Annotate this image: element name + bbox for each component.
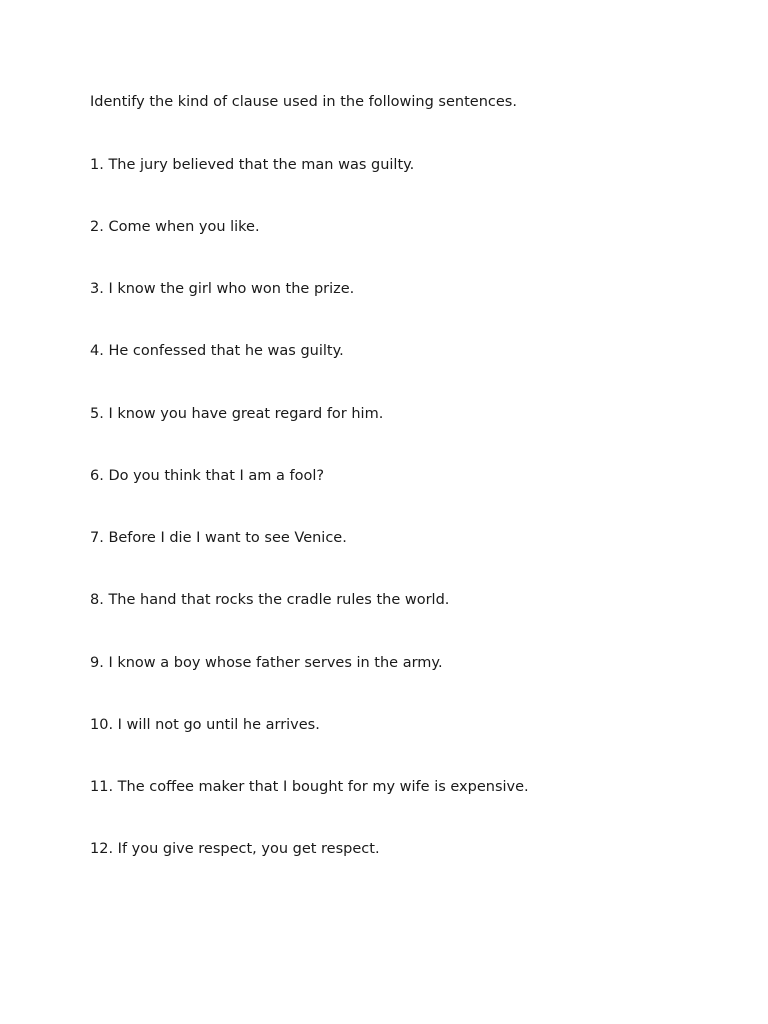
sentence-11: 11. The coffee maker that I bought for my wife is expensive. xyxy=(90,779,529,795)
sentence-5: 5. I know you have great regard for him. xyxy=(90,406,384,422)
sentence-4: 4. He confessed that he was guilty. xyxy=(90,343,344,359)
sentence-1: 1. The jury believed that the man was guilty. xyxy=(90,157,415,173)
sentence-7: 7. Before I die I want to see Venice. xyxy=(90,530,347,546)
sentence-2: 2. Come when you like. xyxy=(90,219,260,235)
sentence-8: 8. The hand that rocks the cradle rules the world. xyxy=(90,592,450,608)
instruction-text: Identify the kind of clause used in the following sentences. xyxy=(90,94,517,110)
sentence-3: 3. I know the girl who won the prize. xyxy=(90,281,355,297)
sentence-9: 9. I know a boy whose father serves in the army. xyxy=(90,655,443,671)
sentence-12: 12. If you give respect, you get respect. xyxy=(90,841,380,857)
sentence-10: 10. I will not go until he arrives. xyxy=(90,717,320,733)
sentence-6: 6. Do you think that I am a fool? xyxy=(90,468,325,484)
